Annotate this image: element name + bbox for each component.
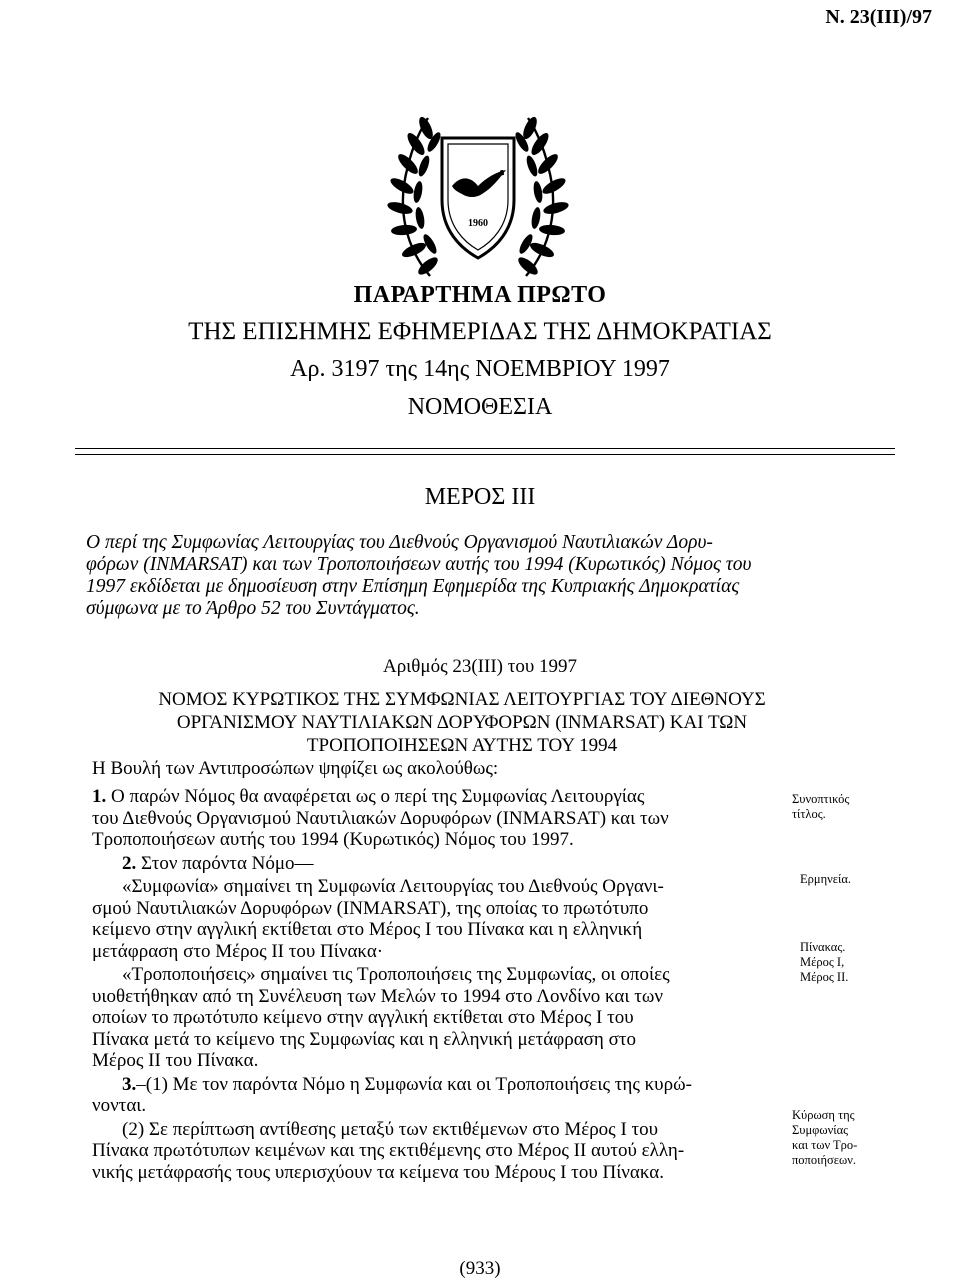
section-text: Τροποποιήσεων αυτής του 1994 (Κυρωτικός) Νόμος του 1997. bbox=[92, 829, 574, 850]
law-title bbox=[92, 688, 832, 757]
margin-text: Κύρωση της bbox=[792, 1108, 855, 1122]
section-1 bbox=[92, 786, 780, 851]
margin-note-interpretation bbox=[800, 872, 851, 887]
issue-line: Αρ. 3197 της 14ης ΝΟΕΜΒΡΙΟΥ 1997 bbox=[290, 356, 670, 382]
margin-note-short-title bbox=[792, 792, 849, 822]
margin-text: και των Τρο- bbox=[792, 1138, 858, 1152]
double-rule-divider bbox=[75, 448, 895, 455]
section-number: 1. bbox=[92, 786, 107, 807]
law-body bbox=[92, 786, 780, 1183]
definition-text: «Συμφωνία» σημαίνει τη Συμφωνία Λειτουργίας του Διεθνούς Οργανι- bbox=[122, 876, 664, 897]
gazette-title: ΤΗΣ ΕΠΙΣΗΜΗΣ ΕΦΗΜΕΡΙΔΑΣ ΤΗΣ ΔΗΜΟΚΡΑΤΙΑΣ bbox=[188, 318, 772, 345]
margin-text: Ερμηνεία. bbox=[800, 872, 852, 886]
margin-text: Συνοπτικός bbox=[792, 792, 850, 806]
section-text: νικής μετάφρασής τους υπερισχύουν τα κείμενα του Μέρους Ι του Πίνακα. bbox=[92, 1161, 664, 1183]
section-2 bbox=[92, 853, 780, 875]
notice-line: σύμφωνα με το Άρθρο 52 του Συντάγματος. bbox=[86, 598, 420, 619]
section-number: 2. bbox=[122, 852, 137, 874]
section-text: Ο παρών Νόμος θα αναφέρεται ως ο περί της Συμφωνίας Λειτουργίας bbox=[111, 786, 645, 807]
section-text: Πίνακα πρωτότυπων κειμένων και της εκτιθέμενης στο Μέρος ΙΙ αυτού ελλη- bbox=[92, 1140, 685, 1161]
definition-text: μετάφραση στο Μέρος ΙΙ του Πίνακα· bbox=[92, 940, 384, 962]
law-title-line: ΝΟΜΟΣ ΚΥΡΩΤΙΚΟΣ ΤΗΣ ΣΥΜΦΩΝΙΑΣ ΛΕΙΤΟΥΡΓΙΑΣ ΤΟΥ ΔΙΕΘΝΟΥΣ bbox=[158, 689, 766, 710]
definition-amendments bbox=[92, 964, 780, 1072]
section-text: –(1) Με τον παρόντα Νόμο η Συμφωνία και οι Τροποποιήσεις της κυρώ- bbox=[136, 1073, 692, 1095]
definition-text: Μέρος ΙΙ του Πίνακα. bbox=[92, 1050, 259, 1071]
section-text: νονται. bbox=[92, 1095, 147, 1116]
margin-text: Μέρος Ι, bbox=[800, 955, 845, 969]
section-text: του Διεθνούς Οργανισμού Ναυτιλιακών Δορυφόρων (INMARSAT) και των bbox=[92, 807, 669, 829]
margin-text: τίτλος. bbox=[792, 807, 826, 821]
coat-of-arms-emblem bbox=[378, 108, 578, 284]
margin-text: Μέρος ΙΙ. bbox=[800, 970, 849, 984]
margin-note-ratification bbox=[792, 1108, 857, 1168]
section-3-subsection-2 bbox=[92, 1119, 780, 1184]
definition-text: «Τροποποιήσεις» σημαίνει τις Τροποποιήσεις της Συμφωνίας, οι οποίες bbox=[122, 964, 670, 985]
notice-line: 1997 εκδίδεται με δημοσίευση στην Επίσημη Εφημερίδα της Κυπριακής Δημοκρατίας bbox=[86, 576, 740, 597]
margin-text: Πίνακας. bbox=[800, 940, 846, 954]
definition-text: υιοθετήθηκαν από τη Συνέλευση των Μελών το 1994 στο Λονδίνο και των bbox=[92, 985, 663, 1007]
emblem-year: 1960 bbox=[468, 218, 488, 229]
law-title-line: ΟΡΓΑΝΙΣΜΟΥ ΝΑΥΤΙΛΙΑΚΩΝ ΔΟΡΥΦΟΡΩΝ (INMARSAT) ΚΑΙ ΤΩΝ bbox=[176, 712, 748, 733]
law-reference: Ν. 23(ΙΙΙ)/97 bbox=[825, 6, 932, 28]
definition-text: οποίων το πρωτότυπο κείμενο στην αγγλική εκτίθεται στο Μέρος Ι του bbox=[92, 1007, 634, 1028]
annex-title: ΠΑΡΑΡΤΗΜΑ ΠΡΩΤΟ bbox=[353, 282, 607, 308]
section-text: (2) Σε περίπτωση αντίθεσης μεταξύ των εκτιθέμενων στο Μέρος Ι του bbox=[122, 1118, 659, 1140]
definition-text: Πίνακα μετά το κείμενο της Συμφωνίας και η ελληνική μετάφραση στο bbox=[92, 1028, 636, 1050]
definition-text: κείμενο στην αγγλική εκτίθεται στο Μέρος Ι του Πίνακα και η ελληνική bbox=[92, 919, 643, 940]
section-number: 3. bbox=[122, 1073, 137, 1095]
section-text: Στον παρόντα Νόμο— bbox=[141, 852, 314, 874]
section-3 bbox=[92, 1074, 780, 1117]
section-title: ΝΟΜΟΘΕΣΙΑ bbox=[407, 394, 553, 420]
definition-agreement bbox=[92, 876, 780, 962]
law-title-line: ΤΡΟΠΟΠΟΙΗΣΕΩΝ ΑΥΤΗΣ ΤΟΥ 1994 bbox=[306, 735, 618, 756]
notice-line: Ο περί της Συμφωνίας Λειτουργίας του Διεθνούς Οργανισμού Ναυτιλιακών Δορυ- bbox=[86, 532, 713, 553]
definition-text: σμού Ναυτιλιακών Δορυφόρων (INMARSAT), της οποίας το πρωτότυπο bbox=[92, 897, 649, 919]
law-number: Αριθμός 23(ΙΙΙ) του 1997 bbox=[382, 656, 578, 677]
margin-text: Συμφωνίας bbox=[792, 1123, 849, 1137]
part-title: ΜΕΡΟΣ ΙΙΙ bbox=[424, 484, 536, 510]
publication-notice bbox=[86, 532, 880, 620]
margin-note-schedule bbox=[800, 940, 848, 985]
enacting-clause: Η Βουλή των Αντιπροσώπων ψηφίζει ως ακολούθως: bbox=[92, 758, 499, 779]
margin-text: ποποιήσεων. bbox=[792, 1153, 857, 1167]
notice-line: φόρων (INMARSAT) και των Τροποποιήσεων αυτής του 1994 (Κυρωτικός) Νόμος του bbox=[86, 554, 752, 575]
page-number: (933) bbox=[459, 1258, 501, 1279]
